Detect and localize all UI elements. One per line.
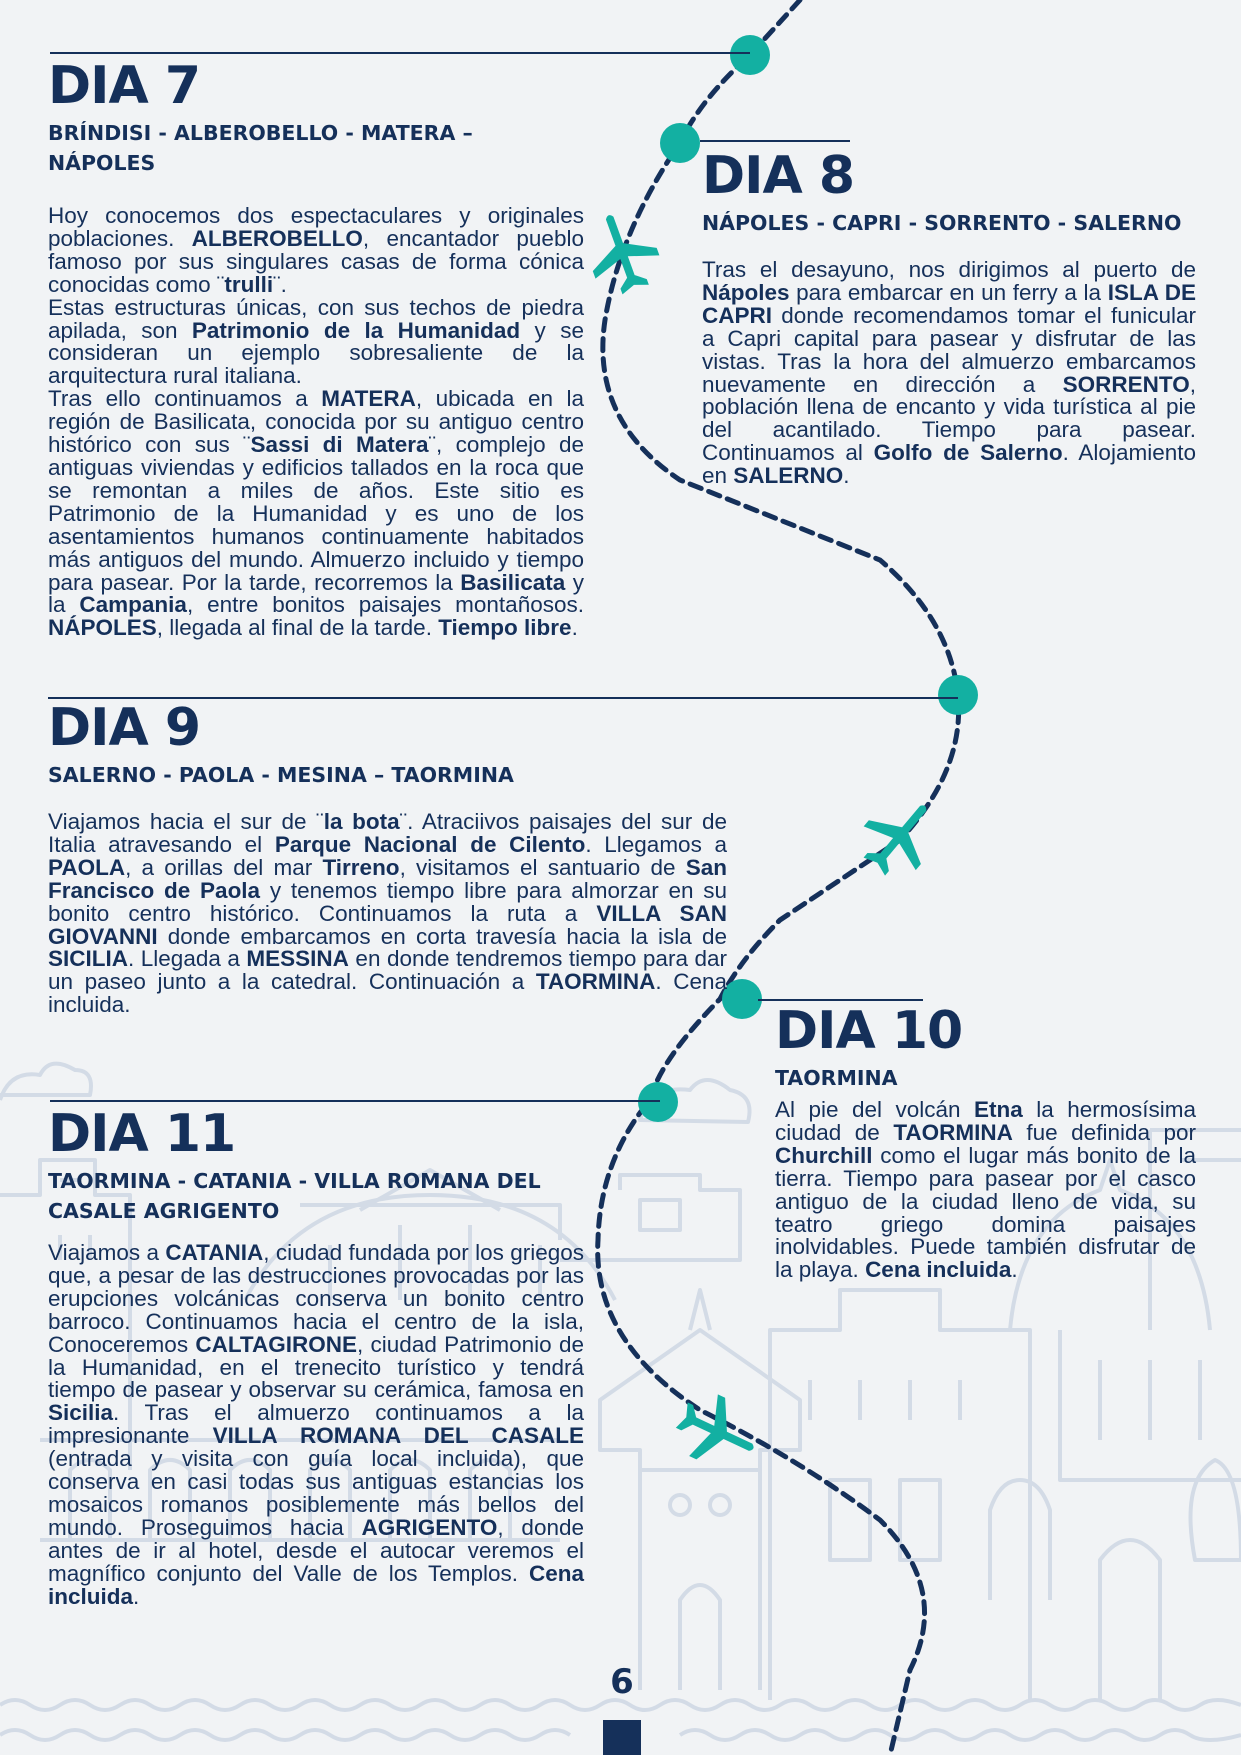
highlight-text: Tiempo libre xyxy=(438,615,572,641)
highlight-text: VILLA ROMANA DEL CASALE xyxy=(212,1423,584,1449)
body-text: . Llegada a xyxy=(128,946,247,972)
day-title: DIA 10 xyxy=(775,1001,963,1061)
route-dot-icon xyxy=(638,1082,678,1122)
highlight-text: TAORMINA xyxy=(893,1119,1013,1145)
highlight-text: MATERA xyxy=(321,386,416,412)
body-text: como el lugar más bonito de la tierra. Tiempo para pasear por el casco antiguo de la ciudad lleno de vida, su teatro griego domina paisajes inolvidables. Puede también disfrutar de la playa. xyxy=(775,1142,1196,1283)
body-text: , visitamos el santuario de xyxy=(399,854,686,880)
highlight-text: Tirreno xyxy=(322,854,400,880)
day-route: BRÍNDISI - ALBEROBELLO - MATERA – NÁPOLES xyxy=(48,121,473,175)
highlight-text: SICILIA xyxy=(48,946,129,972)
day-title: DIA 7 xyxy=(48,56,201,116)
body-text: Hoy conocemos dos espectaculares y originales poblaciones. xyxy=(48,203,584,251)
body-text: , población llena de encanto y vida turística al pie del acantilado. Tiempo para pasear. Continuamos al xyxy=(702,371,1196,466)
highlight-text: Sicilia xyxy=(48,1400,114,1426)
body-text: Viajamos a xyxy=(48,1240,166,1265)
body-text: (entrada y visita con guía local incluida), que conserva en casi todas sus antiguas estancias los mosaicos romanos posiblemente más bellos del mundo. Proseguimos hacia xyxy=(48,1446,584,1540)
day-10-section xyxy=(775,1003,1196,1282)
highlight-text: San Francisco de Paola xyxy=(48,854,727,903)
body-text: la hermosísima ciudad de xyxy=(775,1097,1197,1145)
day8-rule xyxy=(700,140,850,142)
body-text: . xyxy=(1011,1257,1018,1283)
body-text: Tras ello continuamos a xyxy=(48,386,322,412)
route-dot-icon xyxy=(660,123,700,163)
body-text: y se consideran un ejemplo sobresaliente de la arquitectura rural italiana. xyxy=(48,317,584,389)
day-title: DIA 11 xyxy=(48,1104,236,1164)
body-text: . xyxy=(571,615,578,641)
highlight-text: VILLA SAN GIOVANNI xyxy=(48,900,728,949)
route-dot-icon xyxy=(938,675,978,715)
highlight-text: trulli xyxy=(224,271,274,297)
body-text: . xyxy=(133,1583,140,1609)
body-text: Viajamos hacia el sur de ¨ xyxy=(48,809,324,834)
body-text: ¨. Atraciivos paisajes del sur de Italia atravesando el xyxy=(48,809,727,857)
body-text: , ubicada en la región de Basilicata, conocida por su antiguo centro histórico con sus ¨ xyxy=(48,386,584,458)
day-route: TAORMINA xyxy=(775,1066,898,1090)
highlight-text: PAOLA xyxy=(48,854,126,880)
highlight-text: MESSINA xyxy=(246,946,349,972)
body-text: . Cena incluida. xyxy=(48,969,727,1018)
route-dot-icon xyxy=(722,979,762,1019)
body-text: fue definida por xyxy=(1012,1119,1196,1145)
day-description xyxy=(48,811,727,1017)
day-8-section xyxy=(702,148,1196,488)
day-7-section xyxy=(48,58,584,640)
day-9-section xyxy=(48,700,727,1017)
highlight-text: Campania xyxy=(79,592,187,618)
highlight-text: SALERNO xyxy=(733,463,844,489)
day-route: SALERNO - PAOLA - MESINA – TAORMINA xyxy=(48,763,514,787)
body-text: Tras el desayuno, nos dirigimos al puerto de xyxy=(702,257,1196,282)
highlight-text: la bota xyxy=(323,809,400,834)
day-title: DIA 9 xyxy=(48,698,201,758)
body-text: , donde antes de ir al hotel, desde el autocar veremos el magnífico conjunto del Valle de los Templos. xyxy=(48,1514,584,1586)
body-text: , ciudad fundada por los griegos que, a pesar de las destrucciones provocadas por las erupciones volcánicas conserva un bonito centro barroco. Continuamos hacia el centro de la isla, Conoceremos xyxy=(48,1240,584,1357)
body-text: , a orillas del mar xyxy=(125,854,323,880)
body-text: para embarcar en un ferry a la xyxy=(789,279,1108,305)
highlight-text: ALBEROBELLO xyxy=(191,225,363,251)
highlight-text: Parque Nacional de Cilento xyxy=(274,831,586,857)
highlight-text: SORRENTO xyxy=(1062,371,1190,397)
body-text: . Alojamiento en xyxy=(702,440,1196,489)
highlight-text: Churchill xyxy=(775,1142,873,1168)
body-text: Al pie del volcán xyxy=(775,1097,974,1122)
day-11-section xyxy=(48,1106,584,1609)
highlight-text: Basilicata xyxy=(460,569,566,595)
route-dot-icon xyxy=(730,35,770,75)
day7-rule xyxy=(50,52,750,54)
highlight-text: Cena incluida xyxy=(865,1257,1012,1283)
highlight-text: Golfo de Salerno xyxy=(873,440,1063,466)
day-route: NÁPOLES - CAPRI - SORRENTO - SALERNO xyxy=(702,211,1182,235)
body-text: . Llegamos a xyxy=(585,831,727,857)
body-text: . Tras el almuerzo continuamos a la impresionante xyxy=(48,1400,584,1449)
highlight-text: AGRIGENTO xyxy=(361,1514,498,1540)
highlight-text: Cena incluida xyxy=(48,1560,584,1609)
body-text: en donde tendremos tiempo para dar un paseo junto a la catedral. Continuación a xyxy=(48,946,727,995)
body-text: , encantador pueblo famoso por sus singulares casas de forma cónica conocidas como ¨ xyxy=(48,225,584,297)
body-text: donde recomendamos tomar el funicular a Capri capital para pasear y disfrutar de las vistas. Tras la hora del almuerzo embarcamos nuevamente en dirección a xyxy=(702,302,1196,397)
day-description xyxy=(775,1099,1196,1282)
page-tab xyxy=(603,1720,641,1755)
highlight-text: Patrimonio de la Humanidad xyxy=(191,317,521,343)
body-text: y la xyxy=(48,569,584,618)
day-description xyxy=(48,1242,584,1609)
highlight-text: NÁPOLES xyxy=(48,615,157,641)
page-number: 6 xyxy=(610,1662,634,1702)
highlight-text: ISLA DE CAPRI xyxy=(702,279,1196,328)
day-route: TAORMINA - CATANIA - VILLA ROMANA DEL CASALE AGRIGENTO xyxy=(48,1169,541,1223)
body-text: . xyxy=(843,463,850,489)
highlight-text: Nápoles xyxy=(702,279,790,305)
body-text: , ciudad Patrimonio de la Humanidad, en el trenecito turístico y tendrá tiempo de pasear y observar su cerámica, famosa en xyxy=(48,1331,584,1403)
body-text: ¨. xyxy=(273,271,287,297)
body-text: y tenemos tiempo libre para almorzar en su bonito centro histórico. Continuamos la ruta a xyxy=(48,877,727,926)
airplane-icon xyxy=(848,784,951,888)
day-title: DIA 8 xyxy=(702,146,855,206)
day-description xyxy=(48,205,584,640)
highlight-text: Sassi di Matera xyxy=(250,432,429,458)
day11-rule xyxy=(50,1100,660,1102)
body-text: , llegada al final de la tarde. xyxy=(156,615,439,641)
day-description xyxy=(702,259,1196,488)
highlight-text: CATANIA xyxy=(165,1240,264,1265)
body-text: , entre bonitos paisajes montañosos. xyxy=(186,592,584,618)
highlight-text: TAORMINA xyxy=(535,969,656,995)
body-text: Estas estructuras únicas, con sus techos de piedra apilada, son xyxy=(48,294,584,343)
airplane-icon xyxy=(577,204,668,301)
body-text: ¨, complejo de antiguas viviendas y edificios tallados en la roca que se remontan a miles de años. Este sitio es Patrimonio de la Humanidad y es uno de los asentamientos humanos continuamente habitados más antiguos del mundo. Almuerzo incluido y tiempo para pasear. Por la tarde, recorremos la xyxy=(48,432,584,595)
highlight-text: CALTAGIRONE xyxy=(195,1331,358,1357)
highlight-text: Etna xyxy=(974,1097,1023,1122)
body-text: donde embarcamos en corta travesía hacia la isla de xyxy=(157,923,727,949)
